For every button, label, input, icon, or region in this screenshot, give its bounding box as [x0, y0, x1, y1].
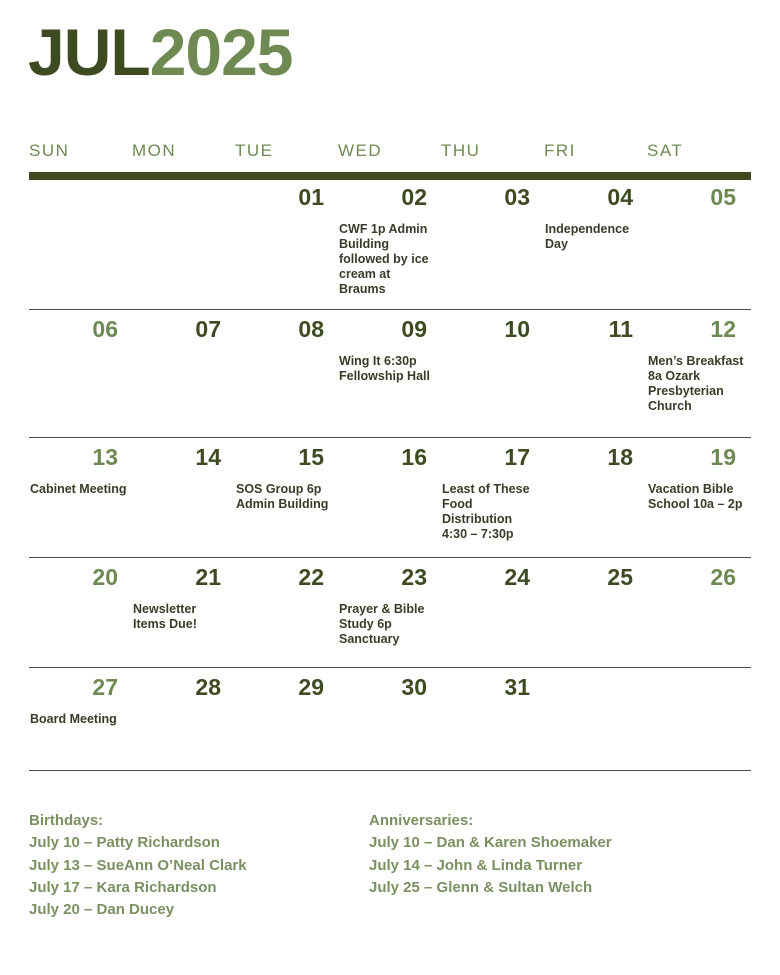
day-cell — [441, 180, 544, 309]
day-number: 18 — [607, 444, 633, 470]
day-number: 25 — [607, 564, 633, 590]
day-cell — [338, 440, 441, 557]
day-cell — [544, 312, 647, 437]
day-number: 16 — [401, 444, 427, 470]
anniversary-item: July 25 – Glenn & Sultan Welch — [369, 878, 593, 896]
day-event: Vacation Bible School 10a – 2p — [648, 482, 743, 511]
day-number: 26 — [710, 564, 736, 590]
week-row-3 — [29, 440, 751, 558]
day-cell — [647, 312, 750, 437]
day-cell — [544, 180, 647, 309]
day-cell — [235, 560, 338, 667]
birthdays-heading: Birthdays: — [29, 812, 104, 829]
dow-sun: SUN — [29, 141, 70, 160]
day-cell — [441, 670, 544, 770]
dow-wed: WED — [338, 141, 383, 160]
day-number: 21 — [195, 564, 221, 590]
week-row-2 — [29, 312, 751, 438]
day-number: 10 — [504, 316, 530, 342]
day-number: 31 — [504, 674, 530, 700]
day-number: 28 — [195, 674, 221, 700]
day-cell — [544, 560, 647, 667]
day-cell — [29, 312, 132, 437]
day-cell — [544, 440, 647, 557]
day-number: 04 — [607, 184, 633, 210]
day-event: Men’s Breakfast 8a Ozark Presbyterian Church — [648, 354, 744, 413]
week-row-5 — [29, 670, 751, 771]
day-number: 19 — [710, 444, 736, 470]
day-cell — [441, 560, 544, 667]
day-event: Least of These Food Distribution 4:30 – 7:30p — [442, 482, 530, 541]
anniversary-item: July 10 – Dan & Karen Shoemaker — [369, 834, 612, 852]
day-number: 29 — [298, 674, 324, 700]
day-number: 14 — [195, 444, 221, 470]
day-number: 12 — [710, 316, 736, 342]
day-event: Prayer & Bible Study 6p Sanctuary — [339, 602, 425, 646]
dow-thu: THU — [441, 141, 481, 160]
day-cell — [235, 312, 338, 437]
day-cell — [647, 180, 750, 309]
day-number: 09 — [401, 316, 427, 342]
birthdays-list — [29, 810, 247, 921]
day-number: 17 — [504, 444, 530, 470]
week-row-4 — [29, 560, 751, 668]
calendar-title — [28, 14, 293, 90]
day-number: 23 — [401, 564, 427, 590]
week-row-1 — [29, 180, 751, 310]
day-number: 27 — [92, 674, 118, 700]
birthday-item: July 10 – Patty Richardson — [29, 834, 220, 852]
day-cell — [647, 560, 750, 667]
day-cell — [29, 180, 132, 309]
day-number: 01 — [298, 184, 324, 210]
day-number: 30 — [401, 674, 427, 700]
anniversaries-list — [369, 810, 612, 899]
day-number: 07 — [195, 316, 221, 342]
day-cell — [29, 560, 132, 667]
day-number: 15 — [298, 444, 324, 470]
day-of-week-header — [29, 141, 751, 163]
header-divider-bar — [29, 172, 751, 180]
day-cell — [647, 670, 750, 770]
day-cell — [235, 440, 338, 557]
day-cell — [132, 670, 235, 770]
day-event: Board Meeting — [30, 712, 117, 726]
dow-tue: TUE — [235, 141, 274, 160]
day-cell — [29, 670, 132, 770]
day-cell — [647, 440, 750, 557]
day-event: Wing It 6:30p Fellowship Hall — [339, 354, 430, 383]
day-cell — [132, 312, 235, 437]
day-number: 03 — [504, 184, 530, 210]
title-year: 2025 — [149, 15, 293, 89]
day-event: Independence Day — [545, 222, 630, 251]
day-cell — [132, 180, 235, 309]
day-cell — [441, 440, 544, 557]
day-event: Newsletter Items Due! — [133, 602, 197, 631]
anniversary-item: July 14 – John & Linda Turner — [369, 856, 583, 874]
day-cell — [338, 560, 441, 667]
day-number: 05 — [710, 184, 736, 210]
birthday-item: July 20 – Dan Ducey — [29, 901, 175, 919]
day-number: 22 — [298, 564, 324, 590]
birthday-item: July 17 – Kara Richardson — [29, 878, 217, 896]
day-number: 20 — [92, 564, 118, 590]
birthday-item: July 13 – SueAnn O’Neal Clark — [29, 856, 247, 874]
day-number: 06 — [92, 316, 118, 342]
day-number: 24 — [504, 564, 530, 590]
day-event: SOS Group 6p Admin Building — [236, 482, 329, 511]
day-cell — [235, 180, 338, 309]
dow-fri: FRI — [544, 141, 576, 160]
day-number: 11 — [608, 316, 633, 342]
title-month: JUL — [28, 15, 150, 89]
day-number: 08 — [298, 316, 324, 342]
day-cell — [235, 670, 338, 770]
day-cell — [441, 312, 544, 437]
day-number: 13 — [92, 444, 118, 470]
day-event: CWF 1p Admin Building followed by ice cream at Braums — [339, 222, 429, 296]
day-cell — [132, 560, 235, 667]
day-cell — [338, 670, 441, 770]
dow-sat: SAT — [647, 141, 684, 160]
day-number: 02 — [401, 184, 427, 210]
day-cell — [544, 670, 647, 770]
day-cell — [338, 312, 441, 437]
dow-mon: MON — [132, 141, 177, 160]
day-cell — [338, 180, 441, 309]
day-cell — [132, 440, 235, 557]
day-event: Cabinet Meeting — [30, 482, 127, 496]
anniversaries-heading: Anniversaries: — [369, 812, 474, 829]
day-cell — [29, 440, 132, 557]
